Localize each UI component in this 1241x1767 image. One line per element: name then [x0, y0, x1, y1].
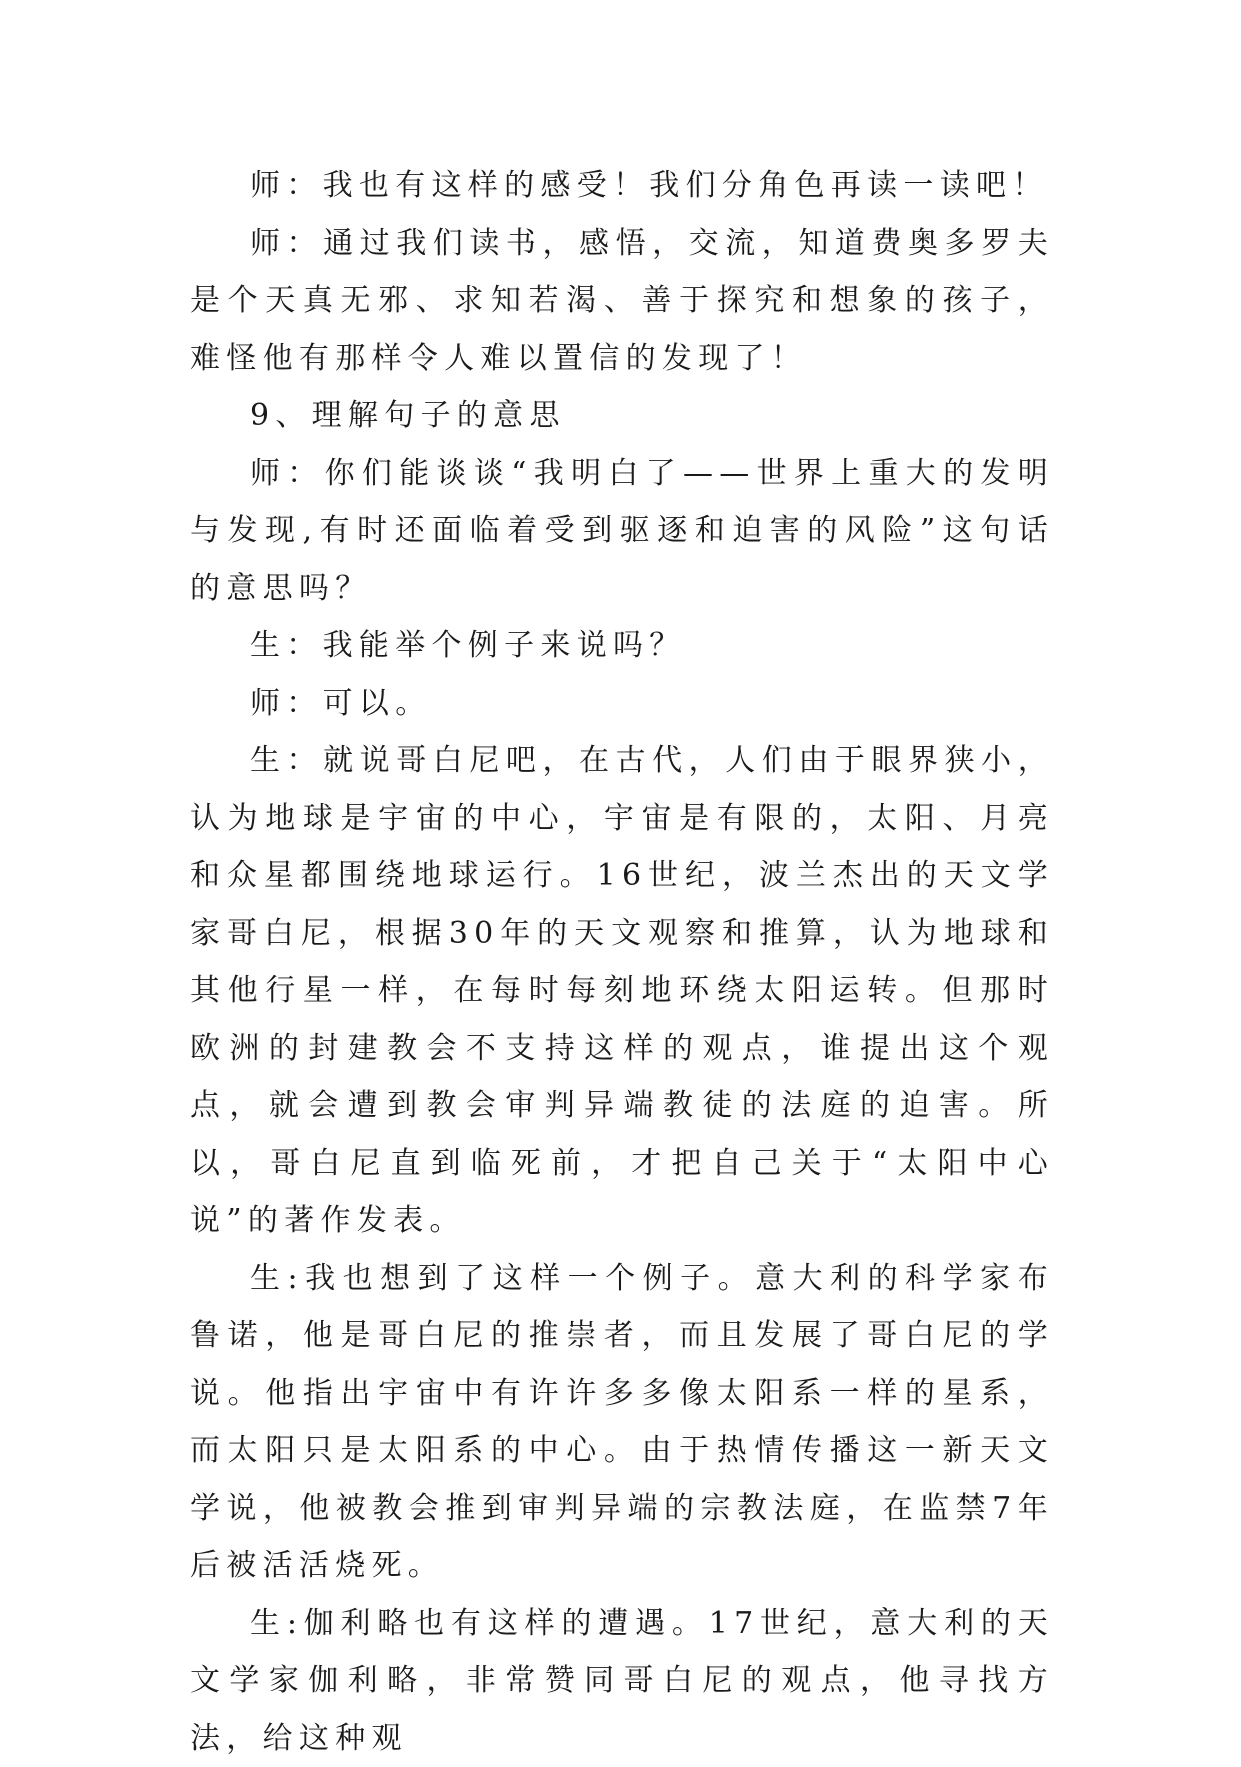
paragraph: 生：就说哥白尼吧，在古代，人们由于眼界狭小，认为地球是宇宙的中心，宇宙是有限的，太阳、月亮和众星都围绕地球运行。16世纪，波兰杰出的天文学家哥白尼，根据30年的天文观察和推算，认为地球和其他行星一样，在每时每刻地环绕太阳运转。但那时欧洲的封建教会不支持这样的观点，谁提出这个观点，就会遭到教会审判异端教徒的法庭的迫害。所以，哥白尼直到临死前，才把自己关于“太阳中心说”的著作发表。 — [190, 732, 1054, 1250]
paragraph: 生：我能举个例子来说吗？ — [190, 617, 1054, 675]
paragraph: 生:伽利略也有这样的遭遇。17世纪，意大利的天文学家伽利略，非常赞同哥白尼的观点，他寻找方法，给这种观 — [190, 1595, 1054, 1767]
section-heading: 9、理解句子的意思 — [190, 387, 1054, 445]
paragraph: 生:我也想到了这样一个例子。意大利的科学家布鲁诺，他是哥白尼的推崇者，而且发展了哥白尼的学说。他指出宇宙中有许许多多像太阳系一样的星系，而太阳只是太阳系的中心。由于热情传播这一新天文学说，他被教会推到审判异端的宗教法庭，在监禁7年后被活活烧死。 — [190, 1250, 1054, 1595]
paragraph: 师：你们能谈谈“我明白了——世界上重大的发明与发现,有时还面临着受到驱逐和迫害的风险”这句话的意思吗？ — [190, 445, 1054, 618]
paragraph: 师：通过我们读书，感悟，交流，知道费奥多罗夫是个天真无邪、求知若渴、善于探究和想象的孩子，难怪他有那样令人难以置信的发现了！ — [190, 215, 1054, 388]
paragraph: 师：可以。 — [190, 675, 1054, 733]
document-body — [190, 157, 1054, 1767]
paragraph: 师：我也有这样的感受！我们分角色再读一读吧！ — [190, 157, 1054, 215]
